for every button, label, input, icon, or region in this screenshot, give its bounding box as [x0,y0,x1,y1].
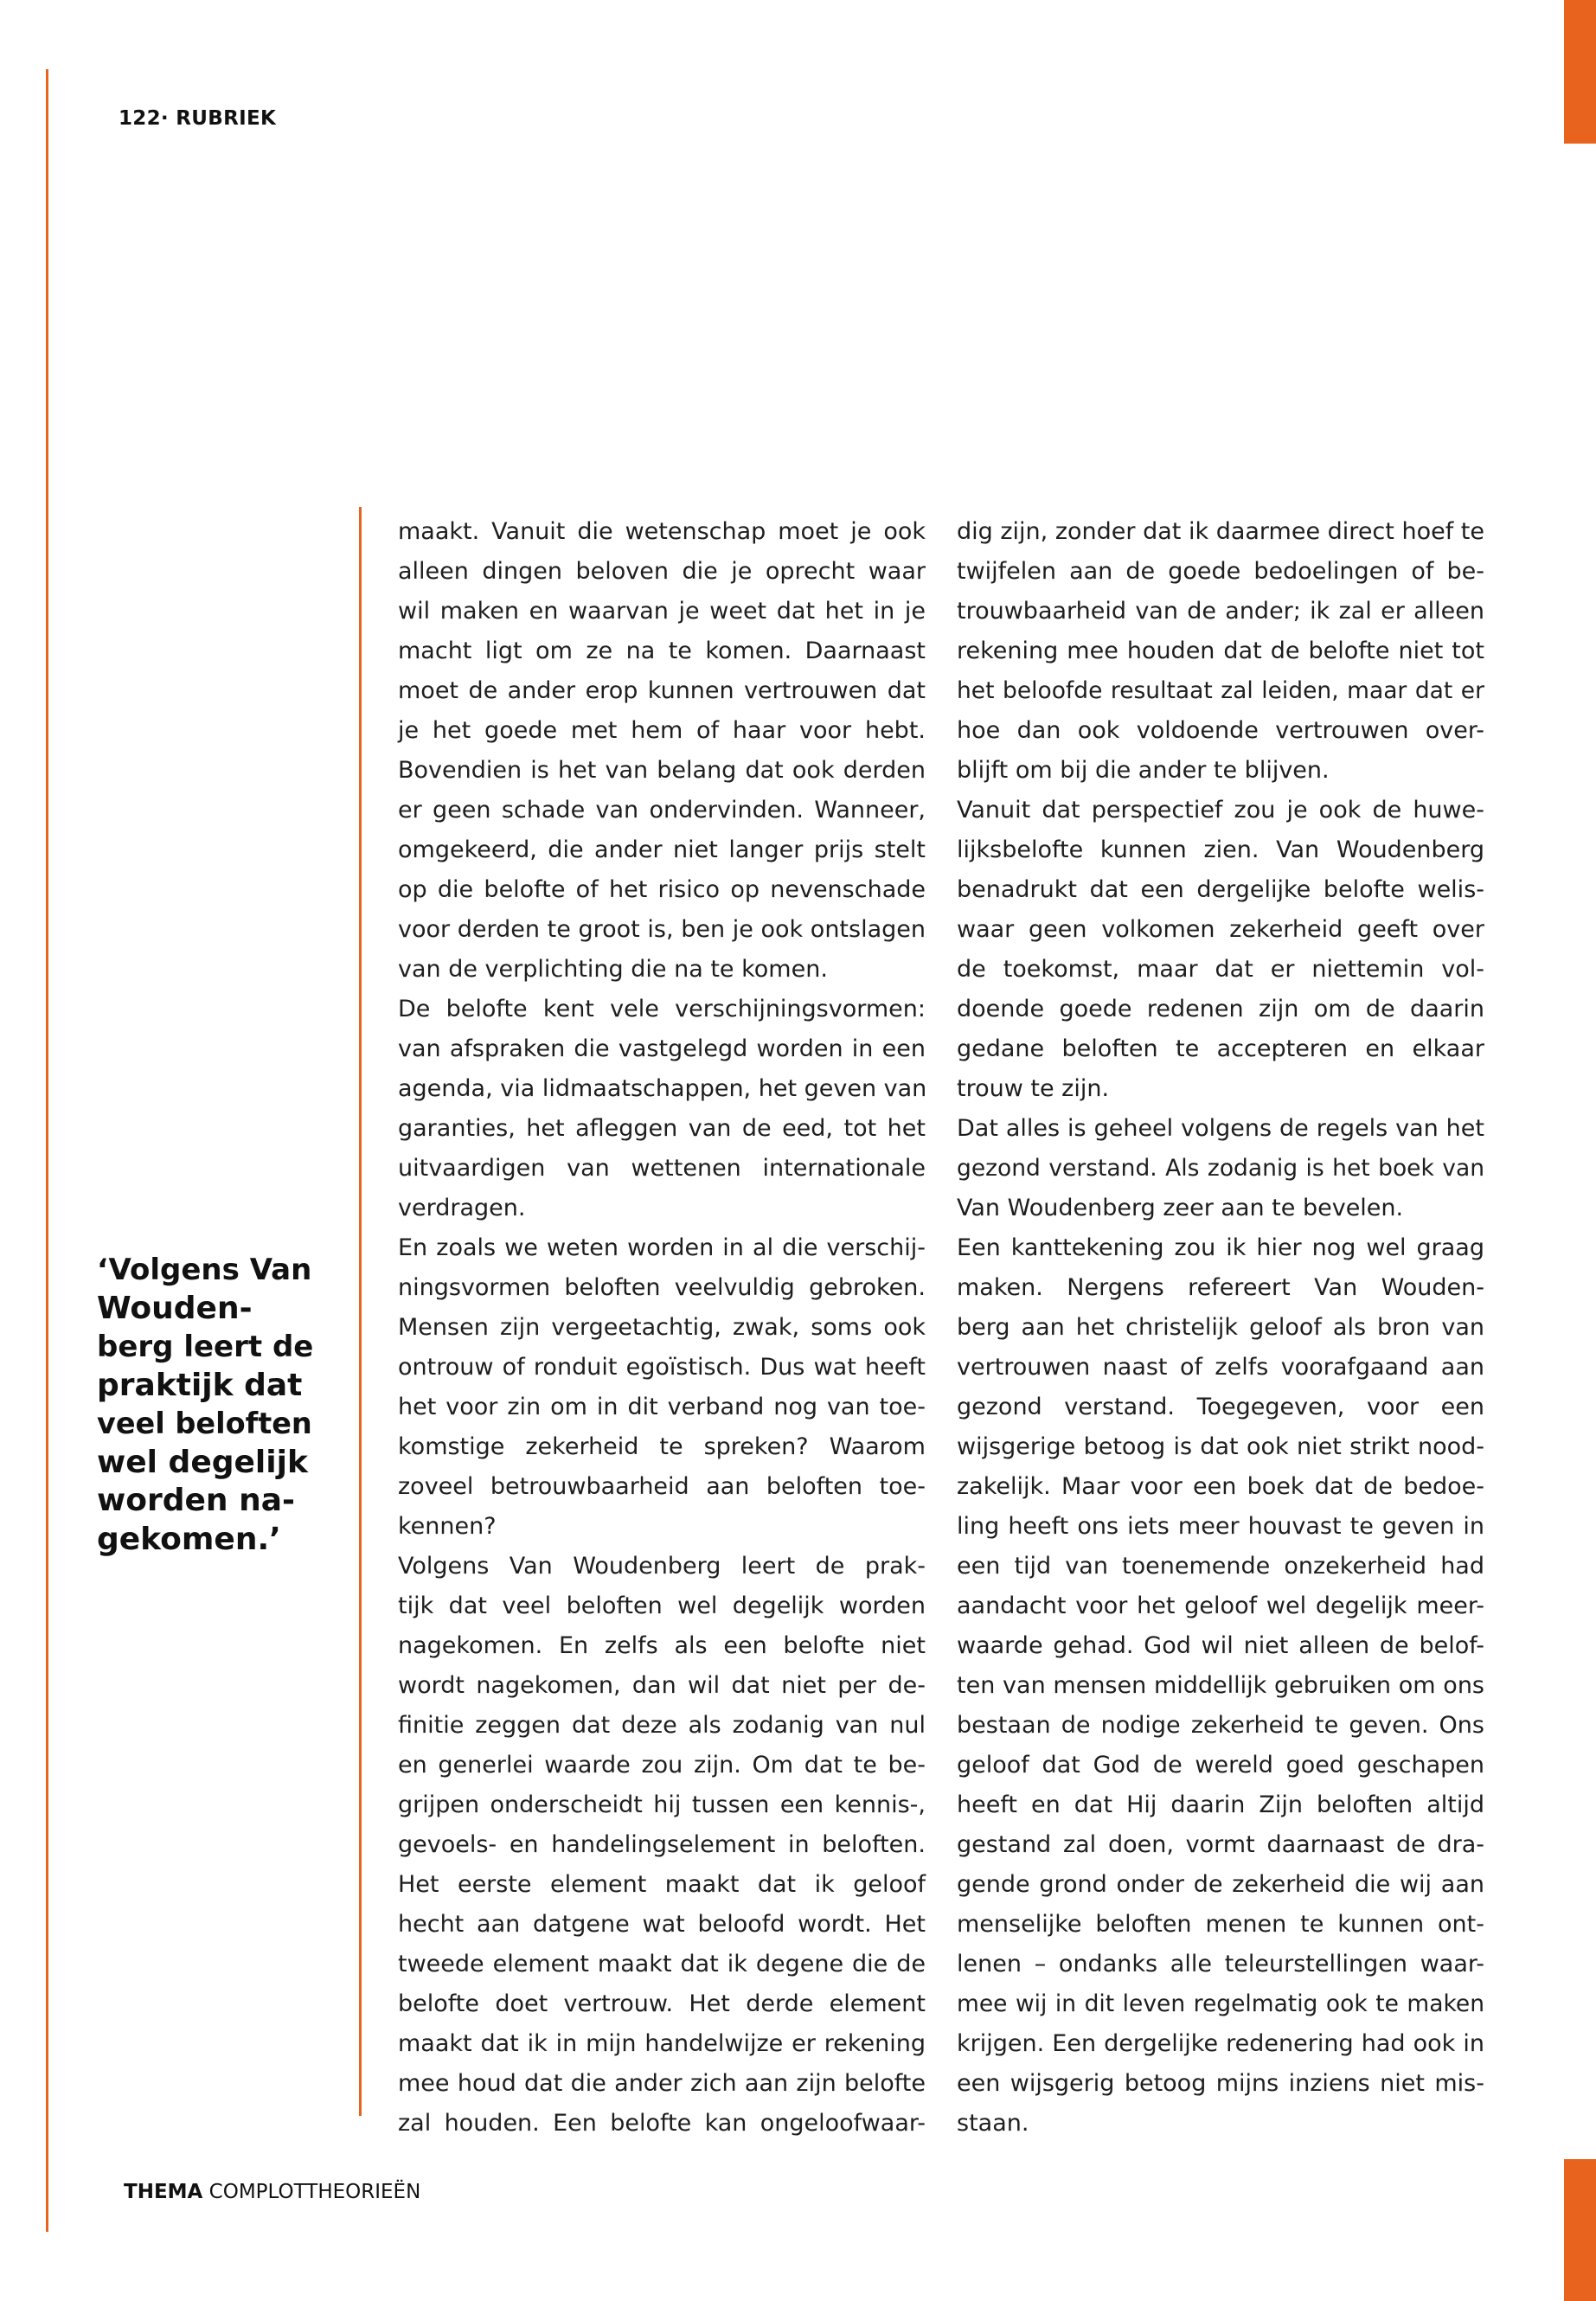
pull-quote-line: veel beloften [97,1407,312,1440]
pull-quote-line: berg leert de [97,1330,314,1364]
body-text-line: tweede element maakt dat ik degene die de [398,1951,926,1977]
body-text-line: en generlei waarde zou zijn. Om dat te be- [398,1752,926,1779]
body-text-line: voor derden te groot is, ben je ook ontslagen [398,916,926,943]
body-text-line: Het eerste element maakt dat ik geloof [398,1871,926,1898]
body-text-line: kennen? [398,1513,497,1540]
body-text-line: je het goede met hem of haar voor hebt. [398,717,926,744]
body-text-line: krijgen. Een dergelijke redenering had ook in [957,2030,1484,2057]
body-text-line: nagekomen. En zelfs als een belofte niet [398,1632,926,1659]
page-footer [124,2181,420,2203]
body-text-line: ontrouw of ronduit egoïstisch. Dus wat heeft [398,1354,926,1381]
body-text-line: het voor zin om in dit verband nog van toe- [398,1394,926,1420]
pull-quote-line: wel degelijk [97,1444,308,1480]
body-text-line: alleen dingen beloven die je oprecht waar [398,558,926,585]
body-text-line: gende grond onder de zekerheid die wij aan [957,1871,1484,1898]
body-text-line: finitie zeggen dat deze als zodanig van nul [398,1712,926,1739]
pullquote-divider-rule [359,507,362,2116]
left-margin-rule [46,69,48,2232]
body-text-line: op die belofte of het risico op nevenschade [398,876,926,903]
body-text-line: gestand zal doen, vormt daarnaast de dra- [957,1831,1484,1858]
body-text-line: gezond verstand. Toegegeven, voor een [957,1394,1484,1420]
body-text-line: Mensen zijn vergeetachtig, zwak, soms ook [398,1314,926,1341]
body-text-line: agenda, via lidmaatschappen, het geven van [398,1075,927,1102]
orange-edge-tab-top [1564,0,1596,144]
page-header: 122· RUBRIEK [119,107,277,130]
body-text-line: mee wij in dit leven regelmatig ook te maken [957,1990,1484,2017]
body-text-line: belofte doet vertrouw. Het derde element [398,1990,926,2017]
body-text-line: gevoels- en handelingselement in beloften. [398,1831,926,1858]
footer-thema-label: THEMA [124,2181,203,2203]
body-text-line: hoe dan ook voldoende vertrouwen over- [957,717,1484,744]
body-text-line: trouwbaarheid van de ander; ik zal er alleen [957,598,1484,625]
pull-quote-line: praktijk dat [97,1367,303,1403]
body-text-line: waar geen volkomen zekerheid geeft over [957,916,1484,943]
body-text-line: grijpen onderscheidt hij tussen een kennis-, [398,1791,926,1818]
body-text-line: Van Woudenberg zeer aan te bevelen. [957,1195,1404,1221]
orange-edge-tab-bottom [1564,2159,1596,2301]
body-text-line: Vanuit dat perspectief zou je ook de huwe- [957,797,1484,824]
body-text-line: zakelijk. Maar voor een boek dat de bedoe- [957,1473,1484,1500]
pull-quote-line: gekomen.’ [97,1521,281,1557]
body-text-line: berg aan het christelijk geloof als bron van [957,1314,1484,1341]
body-text-line: benadrukt dat een dergelijke belofte welis- [957,876,1484,903]
body-text-line: heeft en dat Hij daarin Zijn beloften altijd [957,1791,1484,1818]
body-column-right [957,512,1484,2144]
body-text-line: trouw te zijn. [957,1075,1110,1102]
body-text-line: ningsvormen beloften veelvuldig gebroken. [398,1274,926,1301]
body-text-line: macht ligt om ze na te komen. Daarnaast [398,638,926,664]
body-text-line: aandacht voor het geloof wel degelijk meer- [957,1593,1484,1619]
body-text-line: menselijke beloften menen te kunnen ont- [957,1911,1484,1938]
body-text-line: Een kanttekening zou ik hier nog wel graag [957,1234,1484,1261]
body-column-left [398,512,926,2144]
body-text-line: van de verplichting die na te komen. [398,956,828,983]
body-text-line: blijft om bij die ander te blijven. [957,757,1330,784]
body-text-line: verdragen. [398,1195,526,1221]
body-text-line: vertrouwen naast of zelfs voorafgaand aan [957,1354,1484,1381]
body-text-line: uitvaardigen van wettenen internationale [398,1155,926,1182]
body-text-line: De belofte kent vele verschijningsvormen: [398,996,926,1022]
body-text-line: twijfelen aan de goede bedoelingen of be- [957,558,1484,585]
pull-quote [97,1251,313,1559]
footer-subject: COMPLOTTHEORIEËN [208,2181,421,2203]
body-text-line: wijsgerige betoog is dat ook niet strikt nood- [957,1433,1484,1460]
body-text-line: bestaan de nodige zekerheid te geven. Ons [957,1712,1484,1739]
body-text-line: waarde gehad. God wil niet alleen de belof- [957,1632,1484,1659]
body-text-line: gezond verstand. Als zodanig is het boek van [957,1155,1484,1182]
pull-quote-line: Wouden- [97,1290,253,1326]
body-text-line: van afspraken die vastgelegd worden in een [398,1035,926,1062]
body-text-line: Bovendien is het van belang dat ook derden [398,757,926,784]
body-text-line: mee houd dat die ander zich aan zijn belofte [398,2070,926,2097]
body-text-line: lenen – ondanks alle teleurstellingen waar- [957,1951,1484,1977]
body-text-line: het beloofde resultaat zal leiden, maar dat er [957,677,1484,704]
body-text-line: staan. [957,2110,1029,2137]
body-text-line: er geen schade van ondervinden. Wanneer, [398,797,926,824]
body-text-line: de toekomst, maar dat er niettemin vol- [957,956,1484,983]
body-text-line: ling heeft ons iets meer houvast te geven in [957,1513,1484,1540]
body-text-line: ten van mensen middellijk gebruiken om ons [957,1672,1484,1699]
body-text-line: wil maken en waarvan je weet dat het in je [398,598,926,625]
body-text-line: een wijsgerig betoog mijns inziens niet mis- [957,2070,1484,2097]
body-text-line: zal houden. Een belofte kan ongeloofwaar- [398,2110,926,2137]
pull-quote-line: ‘Volgens Van [97,1253,312,1287]
body-text-line: lijksbelofte kunnen zien. Van Woudenberg [957,836,1484,863]
body-text-line: dig zijn, zonder dat ik daarmee direct hoef te [957,518,1484,545]
body-text-line: tijk dat veel beloften wel degelijk worden [398,1593,926,1619]
body-text-line: En zoals we weten worden in al die verschij- [398,1234,926,1261]
body-text-line: Dat alles is geheel volgens de regels van het [957,1115,1484,1142]
body-text-line: geloof dat God de wereld goed geschapen [957,1752,1484,1779]
body-text-line: rekening mee houden dat de belofte niet tot [957,638,1484,664]
body-text-line: maakt. Vanuit die wetenschap moet je ook [398,518,926,545]
body-text-line: gedane beloften te accepteren en elkaar [957,1035,1484,1062]
body-text-line: doende goede redenen zijn om de daarin [957,996,1484,1022]
body-text-line: Volgens Van Woudenberg leert de prak- [398,1553,926,1580]
body-text-line: omgekeerd, die ander niet langer prijs stelt [398,836,926,863]
body-text-line: komstige zekerheid te spreken? Waarom [398,1433,926,1460]
body-text-line: maakt dat ik in mijn handelwijze er rekening [398,2030,926,2057]
body-text-line: zoveel betrouwbaarheid aan beloften toe- [398,1473,926,1500]
body-text-line: garanties, het afleggen van de eed, tot het [398,1115,926,1142]
body-text-line: moet de ander erop kunnen vertrouwen dat [398,677,926,704]
body-text-line: maken. Nergens refereert Van Wouden- [957,1274,1484,1301]
body-text-line: hecht aan datgene wat beloofd wordt. Het [398,1911,926,1938]
pull-quote-line: worden na- [97,1483,295,1518]
body-text-line: een tijd van toenemende onzekerheid had [957,1553,1484,1580]
body-text-line: wordt nagekomen, dan wil dat niet per de- [398,1672,926,1699]
